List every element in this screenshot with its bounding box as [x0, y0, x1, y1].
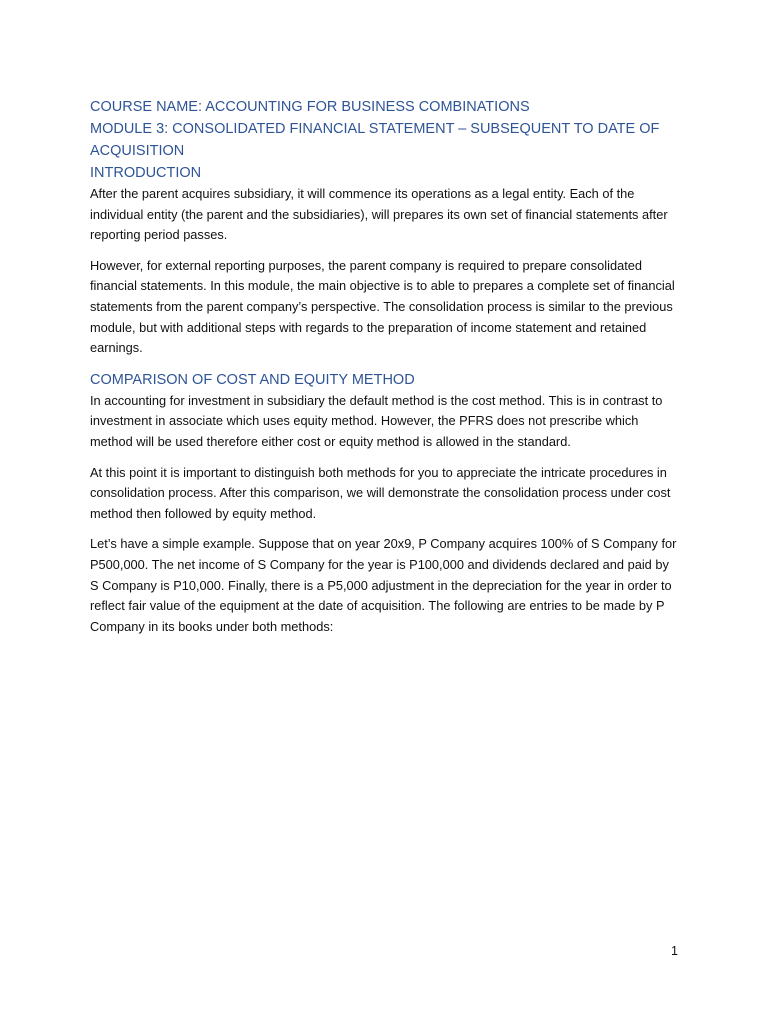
- document-page: [90, 96, 680, 647]
- comparison-paragraph: In accounting for investment in subsidiary the default method is the cost method. This is in contrast to investment in associate which uses equity method. However, the PFRS does not prescribe which method will be used therefore either cost or equity method is allowed in the standard.: [90, 392, 663, 449]
- comparison-heading: COMPARISON OF COST AND EQUITY METHOD: [90, 371, 415, 388]
- course-heading: COURSE NAME: ACCOUNTING FOR BUSINESS COMBINATIONS: [90, 99, 530, 115]
- introduction-heading: INTRODUCTION: [90, 165, 202, 181]
- comparison-paragraph: At this point it is important to distinguish both methods for you to appreciate the intricate procedures in consolidation process. After this comparison, we will demonstrate the consolidation process under cost method then followed by equity method.: [90, 464, 671, 521]
- introduction-paragraph: However, for external reporting purposes, the parent company is required to prepare consolidated financial statements. In this module, the main objective is to able to prepares a complete set of financial statements from the parent company’s perspective. The consolidation process is similar to the previous module, but with additional steps with regards to the preparation of income statement and retained earnings.: [90, 257, 675, 356]
- module-heading: MODULE 3: CONSOLIDATED FINANCIAL STATEMENT – SUBSEQUENT TO DATE OF ACQUISITION: [90, 121, 660, 159]
- comparison-paragraph: Let’s have a simple example. Suppose that on year 20x9, P Company acquires 100% of S Company for P500,000. The net income of S Company for the year is P100,000 and dividends declared and paid by S Company is P10,000. Finally, there is a P5,000 adjustment in the depreciation for the year in order to reflect fair value of the equipment at the date of acquisition. The following are entries to be made by P Company in its books under both methods:: [90, 536, 677, 634]
- page-number: 1: [671, 944, 678, 958]
- introduction-paragraph: After the parent acquires subsidiary, it will commence its operations as a legal entity. Each of the individual entity (the parent and the subsidiaries), will prepares its own set of financial statements after reporting period passes.: [90, 186, 668, 243]
